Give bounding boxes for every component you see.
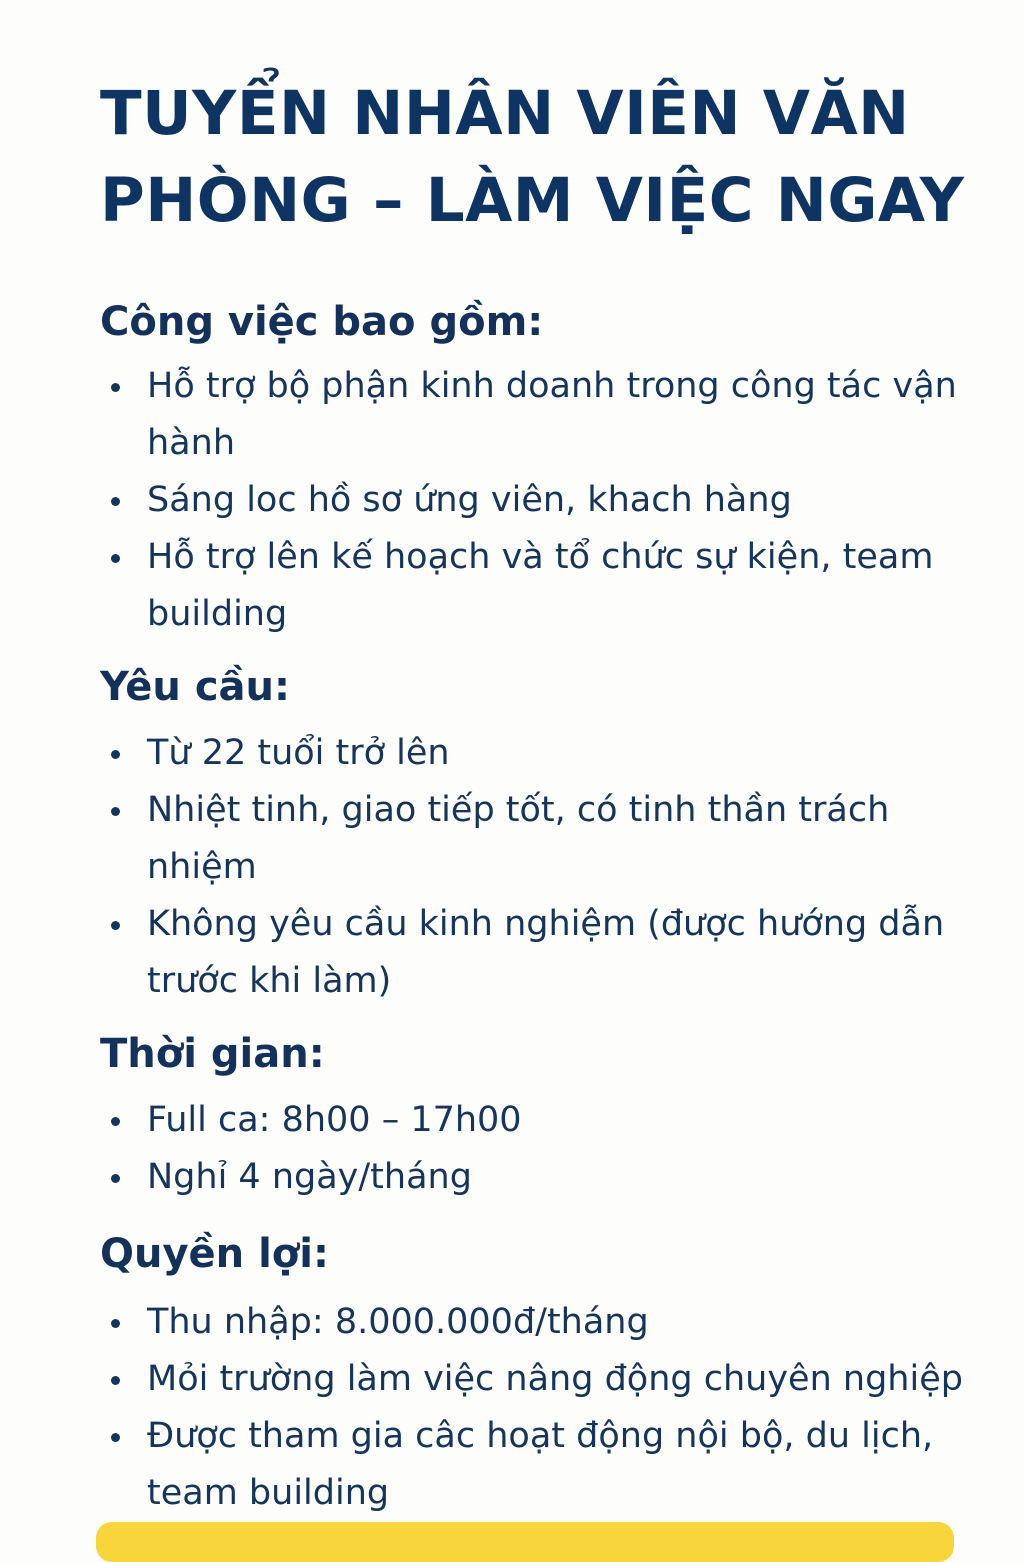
apply-banner[interactable] xyxy=(96,1522,954,1562)
section-heading-working-hours: Thời gian: xyxy=(100,1031,325,1077)
section-heading-benefits: Quyền lợi: xyxy=(100,1231,329,1277)
section-working-hours xyxy=(100,1026,1000,1206)
list-item: Nghỉ 4 ngày/tháng xyxy=(100,1149,1000,1206)
list-item: Sáng loc hồ sơ ứng viên, khach hàng xyxy=(100,472,1000,529)
page-title-line-2: PHÒNG – LÀM VIỆC NGAY xyxy=(100,165,965,236)
list-item: Nhiệt tinh, giao tiếp tốt, có tinh thần trách nhiệm xyxy=(100,782,1000,896)
list-item: Không yêu cầu kinh nghiệm (được hướng dẫn trước khi làm) xyxy=(100,896,1000,1010)
list-item: Từ 22 tuổi trở lên xyxy=(100,725,1000,782)
working-hours-list xyxy=(100,1092,1000,1206)
section-requirements xyxy=(100,659,1000,1010)
list-item: Full ca: 8h00 – 17h00 xyxy=(100,1092,1000,1149)
requirements-list xyxy=(100,725,1000,1010)
job-duties-list xyxy=(100,358,1000,643)
list-item: Thu nhập: 8.000.000đ/tháng xyxy=(100,1294,1000,1351)
section-benefits xyxy=(100,1226,1000,1522)
job-posting xyxy=(100,70,1000,1522)
section-heading-requirements: Yêu cầu: xyxy=(100,664,290,710)
section-job-duties xyxy=(100,294,1000,643)
list-item: Hỗ trợ lên kế hoạch và tổ chức sự kiện, team building xyxy=(100,529,1000,643)
list-item: Được tham gia câc hoạt động nội bộ, du lịch, team building xyxy=(100,1408,1000,1522)
list-item: Hỗ trợ bộ phận kinh doanh trong công tác vận hành xyxy=(100,358,1000,472)
benefits-list xyxy=(100,1294,1000,1522)
page-title xyxy=(100,70,1000,244)
section-heading-job-duties: Công việc bao gồm: xyxy=(100,299,544,345)
list-item: Mỏi trường làm việc nâng động chuyên nghiệp xyxy=(100,1351,1000,1408)
page-title-line-1: TUYỂN NHÂN VIÊN VĂN xyxy=(100,78,910,149)
